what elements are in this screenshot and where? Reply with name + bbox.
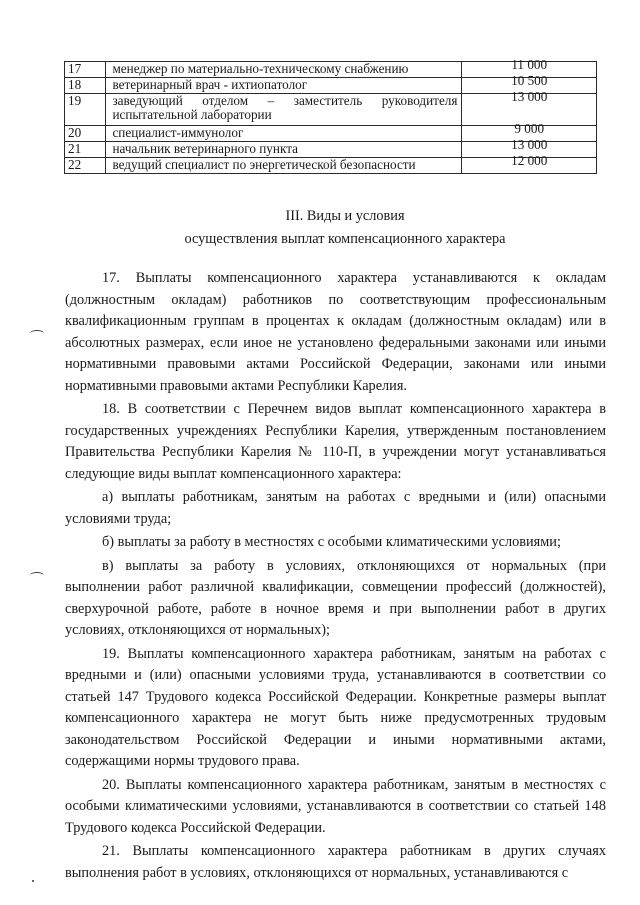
position-name: ветеринарный врач - ихтиопатолог xyxy=(106,78,462,94)
section-subheading: осуществления выплат компенсационного характера xyxy=(184,231,506,247)
row-number: 20 xyxy=(65,126,106,142)
position-name: специалист-иммунолог xyxy=(106,126,462,142)
position-name: менеджер по материально-техническому снабжению xyxy=(106,62,462,78)
row-number: 19 xyxy=(65,94,106,126)
table-row xyxy=(65,158,597,174)
salary-value: 10 500 xyxy=(511,73,548,88)
scan-mark xyxy=(30,330,44,337)
paragraph-18: 18. В соответствии с Перечнем видов выплат компенсационного характера в государственных учреждениях Республики Карелия, утвержденным постановлением Правительства Республики Карелия № 110-П, в учреждении могут устанавливаться следующие виды выплат компенсационного характера: xyxy=(65,401,606,482)
paragraph-18c: в) выплаты за работу в условиях, отклоняющихся от нормальных (при выполнении работ различной квалификации, совмещении профессий (должностей), сверхурочной работе, работе в ночное время и при выполнении работ в других условиях, отклоняющихся от нормальных); xyxy=(65,557,606,638)
body-text xyxy=(65,268,606,884)
paragraph-17: 17. Выплаты компенсационного характера устанавливаются к окладам (должностным окладам) работников по соответствующим профессиональным квалификационным группам в процентах к окладам (должностным окладам) или в абсолютных размерах, если иное не установлено федеральными законами или иными нормативными правовыми актами Российской Федерации, законами или иными нормативными правовыми актами Республики Карелия. xyxy=(65,270,606,394)
paragraph-18b: б) выплаты за работу в местностях с особыми климатическими условиями; xyxy=(102,534,561,550)
row-number: 17 xyxy=(65,62,106,78)
scan-mark xyxy=(30,572,44,579)
section-heading: III. Виды и условия xyxy=(285,208,405,224)
position-name: начальник ветеринарного пункта xyxy=(106,142,462,158)
salary-value: 13 000 xyxy=(511,89,548,104)
position-name: ведущий специалист по энергетической безопасности xyxy=(106,158,462,174)
paragraph-19: 19. Выплаты компенсационного характера работникам, занятым на работах с вредными и (или) опасными условиями труда, устанавливаются в соответствии со статьей 147 Трудового кодекса Российской Федерации. Конкретные размеры выплат компенсационного характера не могут быть ниже предусмотренных трудовым законодательством Российской Федерации и иными нормативными актами, содержащими нормы трудового права. xyxy=(65,645,606,769)
salary-table xyxy=(64,57,597,174)
salary-amount xyxy=(462,153,597,174)
paragraph-21: 21. Выплаты компенсационного характера работникам в других случаях выполнения работ в условиях, отклоняющихся от нормальных, устанавливаются с xyxy=(65,843,606,881)
paragraph-18a: а) выплаты работникам, занятым на работах с вредными и (или) опасными условиями труда; xyxy=(65,489,606,527)
salary-value: 9 000 xyxy=(514,121,545,136)
row-number: 22 xyxy=(65,158,106,174)
row-number: 21 xyxy=(65,142,106,158)
salary-value: 12 000 xyxy=(511,153,548,168)
paragraph-20: 20. Выплаты компенсационного характера работникам, занятым в местностях с особыми климатическими условиями, устанавливаются в соответствии со статьей 148 Трудового кодекса Российской Федерации. xyxy=(65,776,606,836)
salary-value: 13 000 xyxy=(511,137,548,152)
scan-dot xyxy=(32,880,34,882)
position-name: заведующий отделом – заместитель руководителя испытательной лаборатории xyxy=(106,94,462,126)
row-number: 18 xyxy=(65,78,106,94)
salary-value: 11 000 xyxy=(511,57,548,72)
